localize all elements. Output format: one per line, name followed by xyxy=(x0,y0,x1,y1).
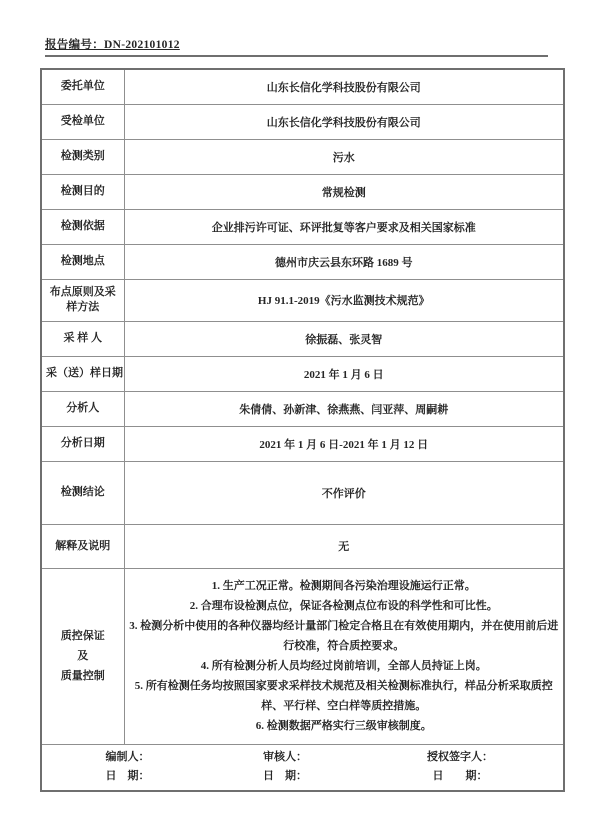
table-row xyxy=(41,524,564,568)
report-number-label: 报告编号： xyxy=(45,39,104,51)
row-label: 委托单位 xyxy=(41,69,124,104)
signature-col-authorized-signer xyxy=(361,748,559,786)
table-row xyxy=(41,426,564,461)
row-label: 采（送）样日期 xyxy=(41,356,124,391)
row-label: 采 样 人 xyxy=(41,321,124,356)
row-label: 检测依据 xyxy=(41,209,124,244)
qc-item: 1. 生产工况正常。检测期间各污染治理设施运行正常。 xyxy=(211,580,476,592)
qc-item: 6. 检测数据严格实行三级审核制度。 xyxy=(255,720,432,732)
qc-label-line: 质控保证 xyxy=(60,630,105,642)
row-value: 常规检测 xyxy=(124,174,564,209)
row-label: 受检单位 xyxy=(41,104,124,139)
reviewer-label: 审核人： xyxy=(263,751,307,764)
row-label: 检测目的 xyxy=(41,174,124,209)
row-label: 分析人 xyxy=(41,391,124,426)
table-row xyxy=(41,69,564,104)
signature-col-preparer xyxy=(46,748,209,786)
row-value: 2021 年 1 月 6 日-2021 年 1 月 12 日 xyxy=(124,426,564,461)
row-label: 分析日期 xyxy=(41,426,124,461)
row-label: 布点原则及采样方法 xyxy=(41,279,124,321)
row-value: 徐振磊、张灵智 xyxy=(124,321,564,356)
authorized-signer-label: 授权签字人： xyxy=(427,751,493,764)
table-row xyxy=(41,209,564,244)
qc-item: 3. 检测分析中使用的各种仪器均经计量部门检定合格且在有效使用期内，并在使用前后进行校准，符合质控要求。 xyxy=(129,620,559,652)
row-value: 朱倩倩、孙新津、徐燕燕、闫亚萍、周嗣耕 xyxy=(124,391,564,426)
row-label: 检测结论 xyxy=(41,461,124,524)
row-label: 检测地点 xyxy=(41,244,124,279)
row-value: 污水 xyxy=(124,139,564,174)
table-row xyxy=(41,244,564,279)
qc-row-label xyxy=(41,568,124,744)
preparer-label: 编制人： xyxy=(105,751,150,764)
signature-col-reviewer xyxy=(209,748,361,786)
qc-items-cell xyxy=(124,568,564,744)
row-label: 解释及说明 xyxy=(41,524,124,568)
qc-row xyxy=(41,568,564,744)
row-value: 企业排污许可证、环评批复等客户要求及相关国家标准 xyxy=(124,209,564,244)
table-row xyxy=(41,139,564,174)
table-row xyxy=(41,104,564,139)
table-row xyxy=(41,174,564,209)
qc-label-line: 质量控制 xyxy=(60,670,105,682)
row-label: 检测类别 xyxy=(41,139,124,174)
qc-item: 5. 所有检测任务均按照国家要求采样技术规范及相关检测标准执行，样品分析采取质控样、平行样、空白样等质控措施。 xyxy=(134,680,553,712)
report-number-header xyxy=(45,36,548,57)
table-row xyxy=(41,356,564,391)
table-row xyxy=(41,391,564,426)
table-row xyxy=(41,461,564,524)
row-value: 不作评价 xyxy=(124,461,564,524)
signature-cell xyxy=(41,744,564,791)
qc-label-line: 及 xyxy=(77,650,89,662)
preparer-date-label: 日 期： xyxy=(105,770,150,783)
reviewer-date-label: 日 期： xyxy=(263,770,307,783)
row-value: 山东长信化学科技股份有限公司 xyxy=(124,69,564,104)
row-value: 无 xyxy=(124,524,564,568)
row-value: 2021 年 1 月 6 日 xyxy=(124,356,564,391)
authorized-signer-date-label: 日 期： xyxy=(432,770,488,783)
table-row xyxy=(41,279,564,321)
report-number-value: DN-202101012 xyxy=(104,39,180,51)
qc-item: 4. 所有检测分析人员均经过岗前培训，全部人员持证上岗。 xyxy=(200,660,487,672)
qc-item: 2. 合理布设检测点位，保证各检测点位布设的科学性和可比性。 xyxy=(189,600,498,612)
row-value: 德州市庆云县东环路 1689 号 xyxy=(124,244,564,279)
signature-row xyxy=(41,744,564,791)
row-value: 山东长信化学科技股份有限公司 xyxy=(124,104,564,139)
row-value: HJ 91.1-2019《污水监测技术规范》 xyxy=(124,279,564,321)
report-info-table xyxy=(40,68,565,792)
table-row xyxy=(41,321,564,356)
